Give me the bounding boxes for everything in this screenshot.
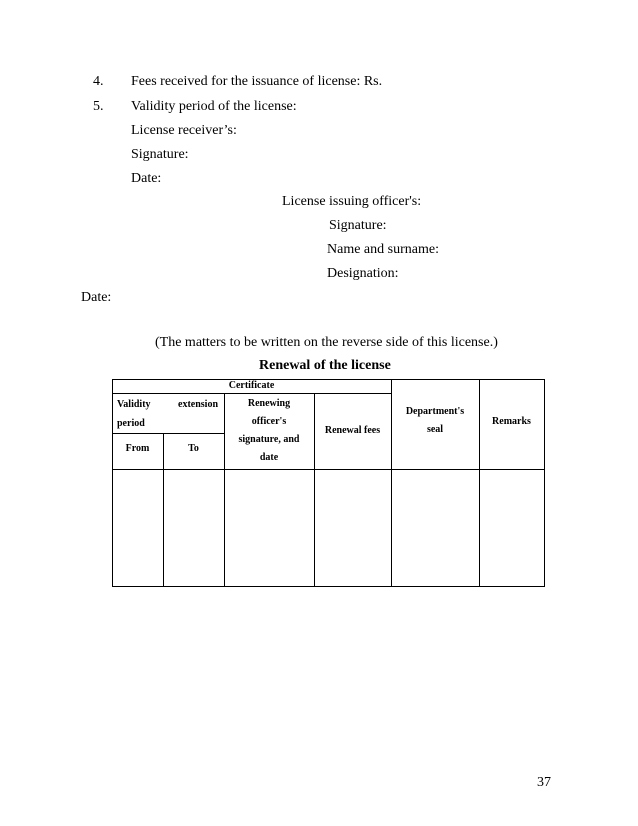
officer-designation-label: Designation: [327, 266, 399, 281]
receiver-heading: License receiver’s: [131, 123, 237, 138]
item-5-number: 5. [93, 99, 104, 114]
renewing-header-line-2: officer's [251, 416, 287, 427]
period-header: period [117, 418, 145, 429]
renewing-header-line-4: date [259, 452, 279, 463]
renewing-header-line-1: Renewing [247, 398, 291, 409]
renewal-fees-header: Renewal fees [324, 425, 381, 436]
certificate-header: Certificate [228, 380, 275, 391]
department-header-line-1: Department's [405, 406, 465, 417]
officer-name-label: Name and surname: [327, 242, 439, 257]
date-label: Date: [81, 290, 112, 305]
remarks-header: Remarks [492, 416, 531, 427]
item-4-number: 4. [93, 74, 104, 89]
from-header: From [125, 443, 150, 454]
reverse-side-note: (The matters to be written on the reverse side of this license.) [155, 335, 498, 350]
receiver-signature-label: Signature: [131, 147, 189, 162]
fees-received-label: Fees received for the issuance of license: Rs. [131, 74, 383, 89]
page-number: 37 [537, 775, 551, 790]
validity-header: Validity [117, 399, 151, 410]
validity-period-label: Validity period of the license: [131, 99, 297, 114]
extension-header: extension [178, 399, 218, 410]
renewal-title: Renewal of the license [259, 358, 391, 373]
to-header: To [188, 443, 199, 454]
receiver-date-label: Date: [131, 171, 162, 186]
officer-heading: License issuing officer's: [282, 194, 422, 209]
renewing-header-line-3: signature, and [238, 434, 300, 445]
officer-signature-label: Signature: [329, 218, 387, 233]
department-header-line-2: seal [426, 424, 444, 435]
